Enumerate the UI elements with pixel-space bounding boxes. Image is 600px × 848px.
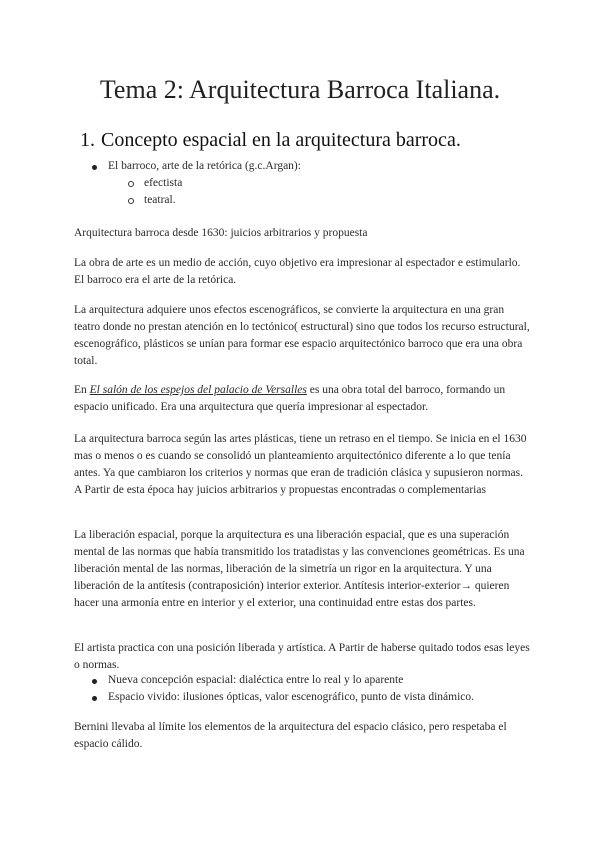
paragraph-bernini: Bernini llevaba al límite los elementos de la arquitectura del espacio clásico, pero respetaba el espacio cálido.: [74, 721, 507, 750]
bullet-dot-icon: [92, 165, 97, 170]
paragraph-versalles-suffix: es una obra total del barroco, formando un espacio unificado. Era una arquitectura que quería impresionar al espectador.: [74, 384, 506, 413]
section-title: Concepto espacial en la arquitectura barroca.: [101, 129, 461, 151]
bullet-item-espacio-vivido: Espacio vivido: ilusiones ópticas, valor escenográfico, punto de vista dinámico.: [108, 691, 474, 703]
paragraph-retraso: La arquitectura barroca según las artes plásticas, tiene un retraso en el tiempo. Se inicia en el 1630 mas o menos o es cuando se consolidó un planteamiento arquitectónico diferente a lo que tenía antes. Ya que cambiaron los criterios y normas que eran de tradición clásica y supusieron normas. A Partir de esta época hay juicios arbitrarios y propuestas encontradas o complementarias: [74, 433, 527, 496]
paragraph-escenografia: La arquitectura adquiere unos efectos escenográficos, se convierte la arquitectura en una gran teatro donde no prestan atención en lo tectónico( estructural) sino que todos los recurso estructural, escenográfico, plásticos se unían para formar ese espacio arquitectónico barroco que era una obra total.: [74, 304, 530, 367]
paragraph-versalles-prefix: En: [74, 384, 90, 396]
bullet-dot-icon: [92, 679, 97, 684]
circle-bullet-icon: [128, 198, 134, 204]
section-number: 1.: [80, 129, 95, 151]
bullet-item-concepcion: Nueva concepción espacial: dialéctica entre lo real y lo aparente: [108, 674, 404, 686]
sub-bullet-efectista: efectista: [144, 177, 183, 189]
sub-bullet-teatral: teatral.: [144, 194, 176, 206]
paragraph-versalles: [74, 382, 530, 416]
paragraph-obra-de-arte: La obra de arte es un medio de acción, cuyo objetivo era impresionar al espectador e estimularlo. El barroco era el arte de la retórica.: [74, 257, 521, 286]
circle-bullet-icon: [128, 181, 134, 187]
bullet-dot-icon: [92, 696, 97, 701]
paragraph-artista: El artista practica con una posición liberada y artística. A Partir de haberse quitado todos esas leyes o normas.: [74, 642, 530, 671]
bullet-item-barroco: El barroco, arte de la retórica (g.c.Argan):: [108, 160, 301, 172]
paragraph-intro: Arquitectura barroca desde 1630: juicios arbitrarios y propuesta: [74, 227, 368, 239]
versalles-link[interactable]: El salón de los espejos del palacio de Versalles: [89, 384, 307, 396]
paragraph-liberacion: La liberación espacial, porque la arquitectura es una liberación espacial, que es una superación mental de las normas que había transmitido los tratadistas y las convenciones geométricas. Es una liberación mental de las normas, liberación de la simetría un rigor en la arquitectura. Y una liberación de la antítesis (contraposición) interior exterior. Antítesis interior-exterior→ quieren hacer una armonía entre en interior y el exterior, una continuidad entre estas dos partes.: [74, 529, 525, 609]
section-heading: [80, 127, 461, 153]
page-title: Tema 2: Arquitectura Barroca Italiana.: [99, 75, 501, 104]
